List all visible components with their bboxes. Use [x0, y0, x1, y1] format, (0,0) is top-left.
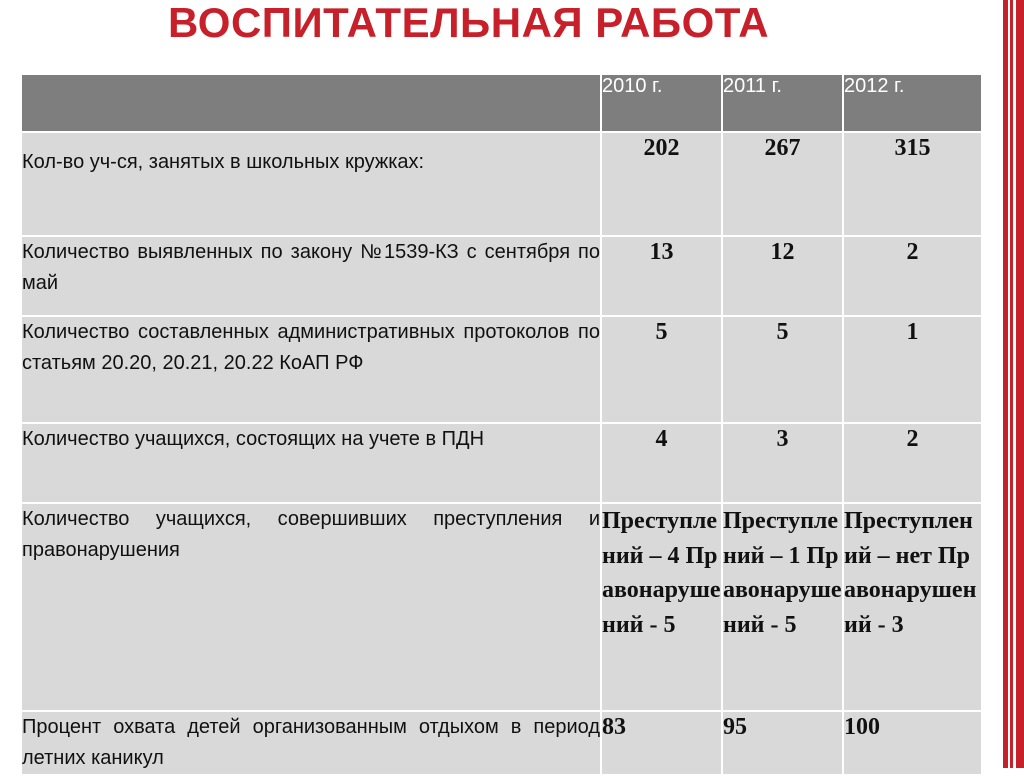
value-2010: Преступлений – 4 Правонарушений - 5 — [601, 503, 722, 711]
table-row — [21, 711, 982, 775]
row-label: Количество учащихся, совершивших преступления и правонарушения — [21, 503, 601, 711]
header-year-2012: 2012 г. — [843, 74, 982, 132]
value-2010: 83 — [601, 711, 722, 775]
decorative-stripe — [1016, 0, 1024, 768]
value-2010: 4 — [601, 423, 722, 503]
row-label: Количество учащихся, состоящих на учете в ПДН — [21, 423, 601, 503]
row-label: Процент охвата детей организованным отдыхом в период летних каникул — [21, 711, 601, 775]
table-row — [21, 423, 982, 503]
decorative-stripe — [1003, 0, 1008, 768]
value-2012: 315 — [843, 132, 982, 236]
slide-title: ВОСПИТАТЕЛЬНАЯ РАБОТА — [168, 0, 770, 46]
value-2011: 267 — [722, 132, 843, 236]
row-label: Количество составленных административных протоколов по статьям 20.20, 20.21, 20.22 КоАП РФ — [21, 316, 601, 423]
data-table — [20, 73, 983, 776]
value-2011: 12 — [722, 236, 843, 316]
table-row — [21, 236, 982, 316]
value-2010: 13 — [601, 236, 722, 316]
value-2011: Преступлений – 1 Правонарушений - 5 — [722, 503, 843, 711]
value-2010: 5 — [601, 316, 722, 423]
value-2011: 3 — [722, 423, 843, 503]
header-year-2011: 2011 г. — [722, 74, 843, 132]
row-label: Количество выявленных по закону №1539-КЗ с сентября по май — [21, 236, 601, 316]
value-2011: 95 — [722, 711, 843, 775]
table-row — [21, 503, 982, 711]
table-row — [21, 132, 982, 236]
value-2012: 1 — [843, 316, 982, 423]
header-label-cell — [21, 74, 601, 132]
table-header-row — [21, 74, 982, 132]
value-2012: 100 — [843, 711, 982, 775]
value-2010: 202 — [601, 132, 722, 236]
value-2011: 5 — [722, 316, 843, 423]
header-year-2010: 2010 г. — [601, 74, 722, 132]
value-2012: Преступлений – нет Правонарушений - 3 — [843, 503, 982, 711]
value-2012: 2 — [843, 423, 982, 503]
decorative-stripe — [1010, 0, 1013, 768]
row-label: Кол-во уч-ся, занятых в школьных кружках: — [21, 132, 601, 236]
value-2012: 2 — [843, 236, 982, 316]
table-row — [21, 316, 982, 423]
